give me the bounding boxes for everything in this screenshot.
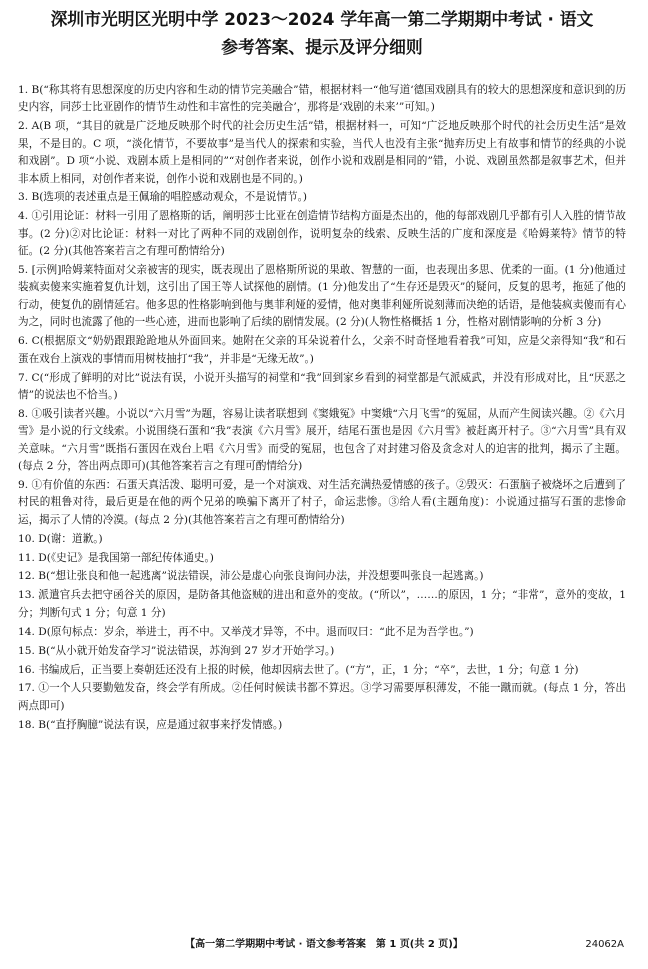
answer-item-14: 14. D(原句标点：岁余，举进士，再不中。又举茂才异等，不中。退而叹曰：“此不足为吾学也。”) [18, 625, 474, 638]
answer-item-4: 4. ①引用论证：材料一引用了恩格斯的话，阐明莎士比亚在创造情节结构方面是杰出的，他的每部戏剧几乎都有引人入胜的情节故事。(2 分)②对比论证：材料一对比了两种不同的戏剧创作，说明复杂的线索、反映生活的广度和深度是《哈姆莱特》情节的特征。(2 分)(其他答案若言之有理可酌情给分) [18, 210, 626, 258]
answer-item-17: 17. ①一个人只要勤勉发奋，终会学有所成。②任何时候读书都不算迟。③学习需要厚积薄发，不能一蹴而就。(每点 1 分，答出两点即可) [18, 682, 626, 712]
answer-item-13: 13. 派遣官兵去把守函谷关的原因，是防备其他盗贼的进出和意外的变故。(“所以”，……的原因，1 分；“非常”，意外的变故，1 分；判断句式 1 分；句意 1 分) [18, 589, 626, 619]
answer-item-7: 7. C(“形成了鲜明的对比”说法有误，小说开头描写的祠堂和“我”回到家乡看到的祠堂都是气派威武，并没有形成对比，且“厌恶之情”的说法也不恰当。) [18, 371, 626, 401]
answer-item-10: 10. D(谢：道歉。) [18, 532, 103, 545]
page-footer [0, 938, 648, 952]
page-title: 深圳市光明区光明中学 2023～2024 学年高一第二学期期中考试 · 语文 [50, 9, 594, 29]
answer-item-3: 3. B(选项的表述重点是王佩瑜的唱腔感动观众，不是说情节。) [18, 191, 308, 204]
answer-item-15: 15. B(“从小就开始发奋学习”说法错误，苏洵到 27 岁才开始学习。) [18, 644, 335, 657]
answer-item-1: 1. B(“称其将有思想深度的历史内容和生动的情节完美融合”错，根据材料一“他写道‘德国戏剧具有的较大的思想深度和意识到的历史内容，同莎士比亚剧作的情节生动性和丰富性的完美融合’，那将是‘戏剧的未来’”可知。) [18, 84, 626, 114]
answer-list [18, 82, 626, 734]
answer-item-16: 16. 书编成后，正当要上奏朝廷还没有上报的时候，他却因病去世了。(“方”，正，1 分；“卒”，去世，1 分；句意 1 分) [18, 663, 579, 676]
answer-item-5: 5. [示例]哈姆莱特面对父亲被害的现实，既表现出了恩格斯所说的果敢、智慧的一面，也表现出多思、优柔的一面。(1 分)他通过装疯卖傻来实施着复仇计划，这引出了国王等人试探他的剧情。(1 分)他发出了“生存还是毁灭”的疑问，反复的思考，拖延了他的行动，使复仇的剧情延宕。他多思的性格影响到他与奥菲利娅的爱情，他对奥菲利娅所说刻薄而决绝的话语，是他装疯卖傻而有心为之，同时也流露了他的一些心迹，进而也影响了后续的剧情发展。(2 分)(人物性格概括 1 分，性格对剧情影响的分析 3 分) [18, 264, 626, 329]
answer-item-18: 18. B(“直抒胸臆”说法有误，应是通过叙事来抒发情感。) [18, 718, 283, 731]
footer-doc-code: 24062A [585, 939, 624, 950]
page-subtitle: 参考答案、提示及评分细则 [221, 37, 423, 57]
footer-page-info: 【高一第二学期期中考试 · 语文参考答案 第 1 页(共 2 页)】 [185, 939, 463, 950]
answer-item-12: 12. B(“想让张良和他一起逃离”说法错误，沛公是虚心向张良询问办法，并没想要叫张良一起逃离。) [18, 570, 484, 583]
answer-item-6: 6. C(根据原文“奶奶跟跟跄跄地从外面回来。她附在父亲的耳朵说着什么，父亲不时奇怪地看着我”可知，应是父亲得知“我”和石蛋在戏台上演戏的事情而用树枝抽打“我”，并非是“无缘无故”。) [18, 335, 626, 365]
answer-item-9: 9. ①有价值的东西：石蛋天真活泼、聪明可爱，是一个对演戏、对生活充满热爱情感的孩子。②毁灭：石蛋脑子被烧坏之后遭到了村民的粗鲁对待，最后更是在他的两个兄弟的唤骗下离开了村子，命运悲惨。③给人看(主题角度)：小说通过描写石蛋的悲惨命运，揭示了人情的冷漠。(每点 2 分)(其他答案若言之有理可酌情给分) [18, 478, 626, 526]
answer-item-8: 8. ①吸引读者兴趣。小说以“六月雪”为题，容易让读者联想到《窦娥冤》中窦娥“六月飞雪”的冤屈，从而产生阅读兴趣。②《六月雪》是小说的行文线索。小说围绕石蛋和“我”表演《六月雪》展开，结尾石蛋也是因《六月雪》被赶离开村子。③“六月雪”具有双关意味。“六月雪”既指石蛋因在戏台上唱《六月雪》而受的冤屈，也包含了对封建习俗及贪念对人的迫害的批判，揭示了主题。(每点 2 分，答出两点即可)(其他答案若言之有理可酌情给分) [18, 407, 626, 473]
answer-item-11: 11. D(《史记》是我国第一部纪传体通史。) [18, 551, 214, 564]
answer-item-2: 2. A(B 项，“其目的就是广泛地反映那个时代的社会历史生活”错，根据材料一，可知“广泛地反映那个时代的社会历史生活”是效果，不是目的。C 项，“淡化情节，不要故事”是当代人的探索和实验，当代人也没有主张“抛弃历史上有故事和情节的经典的小说和戏剧”。D 项“小说、戏剧本质上是相同的”“对创作者来说，创作小说和戏剧是相同的”错，小说、戏剧虽然都是叙事艺术，但并非本质上相同，对创作者来说，创作小说和戏剧也是不同的。) [18, 120, 626, 185]
